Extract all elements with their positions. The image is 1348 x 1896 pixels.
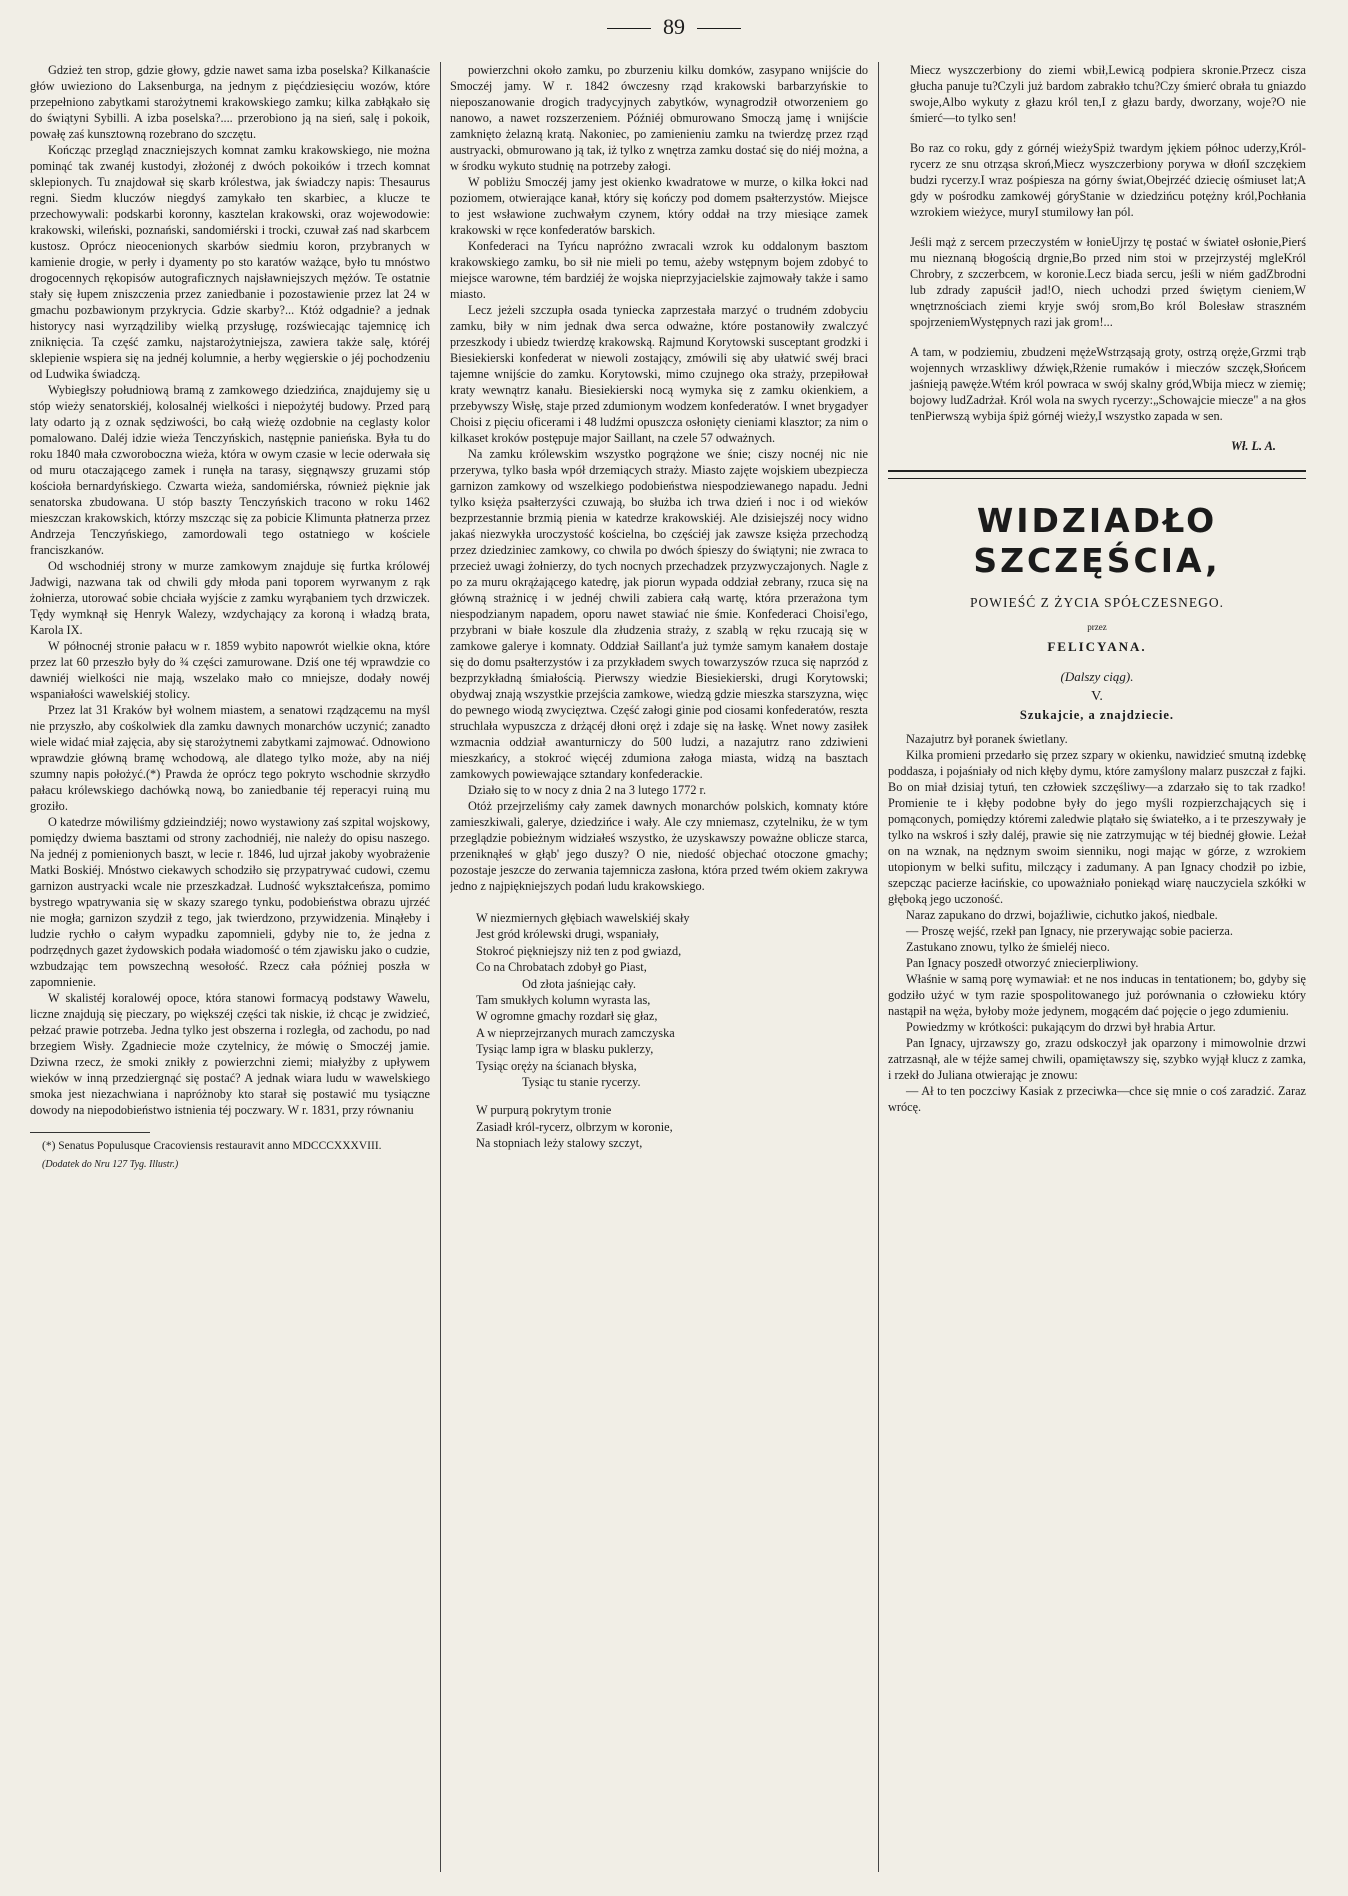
poem <box>476 910 868 1152</box>
poem-line: O, niech uchodzi przed świętym cieniem, <box>1051 283 1295 297</box>
poem-line: Ujrzy tę postać w świateł osłonie, <box>1111 235 1282 249</box>
paragraph: W północnéj stronie pałacu w r. 1859 wybito napowrót wielkie okna, które przez lat 60 przeszło były do ¾ części zamurowane. Dziś one téj wprawdzie co dawniéj wielkości nie mają, wszelako mało co mniejsze, dodały nowéj wspaniałości wawelskiéj stolicy. <box>30 639 430 701</box>
supplement-note: (Dodatek do Nru 127 Tyg. Illustr.) <box>42 1159 179 1170</box>
poem-line: A gdy w pośrodku zamkowéj góry <box>910 173 1306 203</box>
chapter-number: V. <box>1091 689 1103 704</box>
column-2 <box>450 62 868 1887</box>
poem-stanza <box>910 234 1306 330</box>
paragraph: Konfederaci na Tyńcu napróżno zwracali wzrok ku oddalonym basztom krakowskiego zamku, bo sił nie mieli po temu, ażeby wstępnym bojem zdobyć to miejsce warowne, tém bardziéj że wojska nieprzyjacielskie zajmowały także i samo miasto. <box>450 239 868 301</box>
paragraph: W pobliżu Smoczéj jamy jest okienko kwadratowe w murze, o kilka łokci nad poziomem, otwierające kanał, który się kończy pod domem psałterzystów. Miejsce to jest wsławione zuchwałym czynem, który oddał na trzy miesiące zamek krakowski w ręce konfederatów barskich. <box>450 175 868 237</box>
poem-line: Pierwszą wybija śpiż górnéj wieży, <box>925 409 1099 423</box>
poem-line: Albo wykuty z głazu król ten, <box>941 95 1102 109</box>
poem-line: Zbrodni lub zdrady zapuścił jad! <box>910 267 1306 297</box>
story-text <box>888 731 1306 1115</box>
poem-line: Wtém król powraca w swój skalny gród, <box>990 377 1192 391</box>
poem-stanza <box>910 344 1306 424</box>
column-3 <box>888 62 1306 1887</box>
paragraph: Pan Ignacy poszedł otworzyć zniecierpliwiony. <box>906 956 1139 970</box>
poem-line: Przecz cisza głucha panuje tu? <box>910 63 1306 93</box>
poem-line: W niezmiernych głębiach wawelskiéj skały <box>476 911 690 925</box>
paragraph: Działo się to w nocy z dnia 2 na 3 lutego 1772 r. <box>468 783 707 797</box>
paragraph: Gdzież ten strop, gdzie głowy, gdzie nawet sama izba poselska? Kilkanaście głów uwieziono do Laksenburga, na jednym z pięćdziesięciu wozów, które przepełniono zabytkami starożytnemi krakowskiego zamku; kilka zabłąkało się do świątyni Sybilli. A izba poselska?.... przerobiono ją na sień, salę i pokoik, powałę zaś kunsztowną rozebrano do szczętu. <box>30 63 430 141</box>
paragraph: Na zamku królewskim wszystko pogrążone we śnie; ciszy nocnéj nic nie przerywa, tylko basła wpół drzemiących straży. Miasto zajęte wojskiem ubezpiecza garnizon zamkowy od wszelkiego podobieństwa niespodziewanego napadu. Jedni tylko księża psałterzyści czuwają, bo służba ich trwa dzień i noc i od wieków bezprzestannie brzmią pienia w katedrze krakowskiéj. Ale dzisiejszéj nocy widno jakaś niezwykła uroczystość kościelna, bo częściéj jak zawsze księża przechodzą przez dziedziniec zamkowy, co chwila po dwóch śpieszy do świątyni; nie zwraca to przecież uwagi żołnierzy, do tych nocnych przechadzek przyzwyczajonych. Nagle z po za muru okrążającego katedrę, jak piorun wypada oddział zebrany, rzuca się na główną strażnicę i w jednéj chwili zabiera całą wartę, która przerażona tym niespodzianym napadem, oporu nawet stawiać nie śmie. Konfederaci Choisi'ego, przybrani w białe koszule dla złudzenia straży, z szablą w ręku rzucają się w zamkowe galerye i komnaty. Oddział Saillant'a już tymże samym kanałem dostaje się do domu psałterzystów i za przykładem swych towarzyszów rzuca się naprzód z bezprzykładną śmiałością. Pierwszy wiedzie Biesiekierski, drugi Korytowski; obydwaj znają wszystkie przejścia zamkowe, wiedzą gdzie mieszka starszyzna, więc do pewnego wiodą zwycięztwa. Część załogi ginie pod ciosami konfederatów, reszta struchlała wypuszcza z drżącéj dłoni oręż i zdaje się na łaskę. Wnet nowy zasiłek wzmacnia oddział awanturniczy do 500 ludzi, a nazajutrz rano zdziwieni mieszkańcy, a stokroć więcéj zdumiona załoga miasta, widzą na basztach zamkowych powiewające sztandary konfederackie. <box>450 447 868 781</box>
poem-line: Stokroć piękniejszy niż ten z pod gwiazd, <box>476 943 682 958</box>
poem-stanza <box>910 140 1306 220</box>
column-1-text <box>30 62 430 1118</box>
paragraph: Przez lat 31 Kraków był wolnem miastem, a senatowi rządzącemu na myśl nie przyszło, aby cośkolwiek dla zamku dawnych monarchów uczynić; zanadto wiele widać miał zajęcia, aby się starożytnemi zabytkami zajmować. Odnowiono wprawdzie główną bramę wchodową, ale dlatego tylko może, aby na niéj szumny napis położyć.(*) Prawda że oprócz tego pokryto wschodnie skrzydło pałacu królewskiego dachówką nową, bo zaniedbanie téj reperacyi ruiną mu groziło. <box>30 703 430 813</box>
story-subtitle: POWIEŚĆ Z ŻYCIA SPÓŁCZESNEGO. <box>969 595 1224 610</box>
poem-line: I wraz pośpiesza na górny świat, <box>980 173 1147 187</box>
poem-line: W wnętrznościach ziemi kryje swój srom, <box>910 283 1306 313</box>
footnote: (*) Senatus Populusque Cracoviensis restauravit anno MDCCCXXXVIII. <box>42 1140 382 1152</box>
paragraph: W skalistéj koralowéj opoce, która stanowi formacyą podstawy Wawelu, liczne znajdują się pieczary, po większéj części tak niskie, iż chcąc je zwidzieć, pełzać prawie potrzeba. Jedna tylko jest obszerna i rozległa, od zachodu, po nad brzegiem Wisły. Zgadniecie może czytelnicy, że mówię o Smoczéj jamie. Dziwna rzecz, że smoki znikły z powierzchni ziemi; miałyżby z upływem wieków w inną przedziergnąć się postać? A jednak wiara ludu w wawelskiego smoka jest niezachwiana i napróżnoby kto starał się postawić mu tysiączne dowody na niepodobieństwo istnienia téj poczwary. W r. 1831, przy równaniu <box>30 991 430 1117</box>
column-2-text <box>450 62 868 894</box>
poem-line: Król-rycerz ze snu otrząsa skroń, <box>910 141 1306 171</box>
poem-line: Lecz biada sercu, jeśli w niém gad <box>1087 267 1267 281</box>
poem-line: Miecz wyszczerbiony porywa w dłoń <box>1053 157 1246 171</box>
poem-line: Tysiąc tu stanie rycerzy. <box>522 1075 641 1090</box>
poem-line: Czyli już bardom zabrakło tchu? <box>997 79 1161 93</box>
poem-line: W ogromne gmachy rozdarł się głaz, <box>476 1009 658 1024</box>
poem-line: Od złota jaśniejąc cały. <box>522 976 636 991</box>
poem-line: Zasiadł król-rycerz, olbrzym w koronie, <box>476 1119 673 1134</box>
poem-line: Tysiąc oręży na ścianach błyska, <box>476 1058 637 1073</box>
poem-line: Król Chrobry, z szczerbcem, w koronie. <box>910 251 1306 281</box>
poem-line: „Schowajcie miecze" a na głos ten <box>910 393 1306 423</box>
column-divider <box>440 62 441 1872</box>
footnote-rule <box>30 1132 150 1133</box>
paragraph: O katedrze mówiliśmy gdzieindziéj; nowo wystawiony zaś szpital wojskowy, pomiędzy dwiema basztami od strony zachodniéj, nie należy do opisu naszego. Na jednéj z pomienionych baszt, w lecie r. 1846, lud ujrzał jakoby wyobrażenie Matki Boskiéj. Mnóstwo ciekawych schodziło się przypatrywać cudowi, czemu garnizon austryacki wcale nie przeszkadzał. Ludność wykształceńsza, pomimo bystrego wpatrywania się w skazy szarego tynku, podobieństwa obrazu ujrzéć nie mogła; garnizon szydził z tego, jak twierdzono, przywidzenia. Minąłeby i ludzie rychło o całym wypadku zapomnieli, gdyby nie to, że jedna z podrzędnych gazet żydowskich podała wiadomość o tém zjawisku jako o cudzie, wzbudzając tem powszechną wesołość. Rzecz cała później poszła w zapomnienie. <box>30 815 430 989</box>
chapter-title: Szukajcie, a znajdziecie. <box>1019 708 1175 722</box>
paragraph: Nazajutrz był poranek świetlany. <box>906 732 1068 746</box>
poem-line: Występnych razi jak grom!... <box>970 315 1113 329</box>
story-title: WIDZIADŁO SZCZĘŚCIA, <box>973 501 1221 580</box>
poem-line: Bo przed nim stoi w przejrzystéj mgle <box>1071 251 1284 265</box>
poem-line: Rżenie rumaków i mieczów szczęk, <box>1072 361 1263 375</box>
poem-line: Bo król Bolesław straszném spojrzeniem <box>910 299 1306 329</box>
paragraph: Zastukano znowu, tylko że śmieléj nieco. <box>906 940 1110 954</box>
paragraph: Właśnie w samą porę wymawiał: et ne nos inducas in tentationem; bo, gdyby się godziło użyć w tym razie spospolitowanego już porównania o człowieku który nastąpił na węża, byłoby może jedynem, mogącém dać pojęcie o jego zdumieniu. <box>888 972 1306 1018</box>
poem-line: Jest gród królewski drugi, wspaniały, <box>476 927 659 942</box>
poem-continuation <box>910 62 1306 424</box>
paragraph: Naraz zapukano do drzwi, bojaźliwie, cichutko jakoś, niedbale. <box>906 908 1218 922</box>
poem-line: O nie śmierć—to tylko sen! <box>910 95 1306 125</box>
paragraph: Od wschodniéj strony w murze zamkowym znajduje się furtka królowéj Jadwigi, nazwana tak od chwili gdy młoda pani toporem wyrwanym z rąk żołnierza, utorować sobie chciała wyjście z zamku wyrąbaniem tych drzwiczek. Tędy wymknął się Henryk Walezy, wzdychający za koroną i władzą brata, Karola IX. <box>30 559 430 637</box>
paragraph: Pan Ignacy, ujrzawszy go, zrazu odskoczył jak oparzony i mimowolnie drzwi zatrzasnął, ale w téjże samej chwili, opamiętawszy się, szybko wyjął klucz z zamka, i rzekł do Juliana otwierając je znowu: <box>888 1036 1306 1082</box>
paragraph: Lecz jeżeli szczupła osada tyniecka zaprzestała marzyć o trudném zdobyciu zamku, biły w nim jednak dwa serca odważne, które postanowiły zwalczyć przeszkody i ubiedz twierdzę krakowską. Rajmund Korytowski susceptant grodzki i Biesiekierski konfederat w niewoli zostający, zmówili się aby ułatwić swéj braci tajemne wnijście do zamku. Korytowski, mimo czujnego oka straży, przepiłował kraty wewnątrz kanału. Biesiekierski nocą wymyka się z zamku okienkiem, a przebywszy Wisłę, staje przed zdumionym wodzem konfederatów. I wnet brygadyer Choisi z pięciu oficerami i 48 ludźmi opuszcza osłonięty cieniami klasztor; za nim o kilkaset kroków postępuje major Saillant, na czele 57 odważnych. <box>450 303 868 445</box>
paragraph: — Proszę wejść, rzekł pan Ignacy, nie przerywając sobie pacierza. <box>906 924 1233 938</box>
poem-line: Bo raz co roku, gdy z górnéj wieży <box>910 141 1093 155</box>
poem-stanza <box>910 62 1306 126</box>
poem-line: Obejrzéć dziecię ośmiuset lat; <box>1146 173 1298 187</box>
poem-line: Spiż twardym jękiem północ uderzy, <box>1092 141 1280 155</box>
poem-line: Tam smukłych kolumn wyrasta las, <box>476 993 651 1008</box>
column-1 <box>30 62 430 1887</box>
poem-line: I stumilowy łan pól. <box>1034 205 1134 219</box>
poem-line: Pierś mu nieznaną błogością drgnie, <box>910 235 1306 265</box>
poem-line: Wstrząsają groty, ostrzą oręże, <box>1096 345 1251 359</box>
poem-line: A tam, w podziemiu, zbudzeni męże <box>910 345 1097 359</box>
poem-line: Co na Chrobatach zdobył go Piast, <box>476 960 647 975</box>
paragraph: — Ał to ten poczciwy Kasiak z przeciwka—chce się mnie o coś zaradzić. Zaraz wrócę. <box>888 1084 1306 1114</box>
header-dash-right <box>697 28 741 29</box>
story-author: FELICYANA. <box>1047 639 1147 654</box>
paragraph: powierzchni około zamku, po zburzeniu kilku domków, zasypano wnijście do Smoczéj jamy. W r. 1842 ówczesny rząd krakowski barbarzyńskie to nieposzanowanie drogich tradycyjnych zabytków, wynagrodził otworzeniem go nanowo, a nawet rozszerzeniem. Późniéj obmurowano Smoczą jamę i wnijście zamknięto żelazną kratą. Nakoniec, po zamienieniu zamku na twierdzę przez rząd austryacki, obmurowano ją tak, iż tylko z wnętrza zamku dostać się do niéj można, a w środku wykuto studnię na potrzeby załogi. <box>450 63 868 173</box>
paragraph: Kończąc przegląd znaczniejszych komnat zamku krakowskiego, nie można pominąć tak zwanéj kustodyi, złożonéj z dwóch pokoików i trzech komnat sklepionych. Tu znajdował się skarb królestwa, jak świadczy napis: Thesaurus regni. Siedm kluczów niegdyś zamykało ten skarbiec, a klucze te przechowywali: podskarbi koronny, kasztelan krakowski, oraz wojewodowie: krakowski, wileński, poznański, sandomiérski i trocki, czuwał zaś nad skarbcem kustosz. Oprócz nieocenionych skarbów siedmiu koron, przybranych w kamienie drogie, w perły i dyamenty po sto karatów ważące, było tu mnóstwo drogocennych rękopisów autograficznych najsławniejszych mężów. Te ostatnie stały się łupem zniszczenia przez zaniedbanie i pozostawienie przez lat 24 w gmachu pozbawionym przykrycia. Gdzie skarby?... Któż odgadnie? a jednak historycy nasi wyrządziliby wielką przysługę, rozświecając tajemnicę ich zniknięcia. Ta część zamku, najstarożytniejsza, zawiera także salę, któréj sklepienie wspiera się na jednéj kolumnie, a herby węgierskie o jéj pochodzeniu od Ludwika świadczą. <box>30 143 430 381</box>
poem-line: Tysiąc lamp igra w blasku puklerzy, <box>476 1042 654 1057</box>
poem-line: Czy śmierć obrała tu gniazdo swoje, <box>910 79 1306 109</box>
poem-line: Stanie w dziedzińcu potężny król, <box>1079 189 1258 203</box>
story-continued-note: (Dalszy ciąg). <box>1060 669 1134 684</box>
poem-line: W purpurą pokrytym tronie <box>476 1103 612 1118</box>
poem-line: Wbija miecz w ziemię; bojowy lud <box>910 377 1306 407</box>
poem-line: Zadrżał. Król wola na swych rycerzy: <box>965 393 1154 407</box>
poem-line: A w nieprzejrzanych murach zamczyska <box>476 1025 675 1040</box>
header-dash-left <box>607 28 651 29</box>
paragraph: Wybiegłszy południową bramą z zamkowego dziedzińca, znajdujemy się u stóp wieży senatorskiéj, kolosalnéj wielkości i niepożytéj budowy. Przed parą laty odarto ją z oznak sędziwości, bo całą wieżę ozdobnie na ceglasty kolor pomalowano. Daléj idzie wieża Tenczyńskich, następnie panieńska. Była tu do roku 1840 mała czworoboczna wieża, która w owym czasie w lecie oderwała się od muru otaczającego zamek i runęła na tarasy, sięgnąwszy gruzami stóp kościoła bernardyńskiego. Czwarta wieża, sandomiérska, również pięknie jak senatorska zbudowana. U stóp baszty Tenczyńskich tracono w roku 1462 mieszczan krakowskich, którzy mszcząc się za pobicie Klimunta płatnerza przez Andrzeja Tenczyńskiego, zamordowali tego ostatniego w kościele franciszkanów. <box>30 383 430 557</box>
poem-line: I wszystko zapada w sen. <box>1098 409 1223 423</box>
column-divider <box>878 62 879 1872</box>
page-number-header <box>0 14 1348 40</box>
poem-line: Miecz wyszczerbiony do ziemi wbił, <box>910 63 1109 77</box>
paragraph: Otóż przejrzeliśmy cały zamek dawnych monarchów polskich, komnaty które zamieszkiwali, galerye, dziedzińce i wały. Ale czy mniemasz, czytelniku, że w tym przeglądzie pobieżnym widziałeś wszystko, że uzyskawszy poważne oblicze starca, przeniknąłeś w głąb' jego duszy? O nie, niedość objechać otoczone gmachy; pozostaje jeszcze do zerwania tajemnicza zasłona, która przed twém okiem zakrywa jedno z najpiękniejszych podań ludu krakowskiego. <box>450 799 868 893</box>
section-rule <box>888 478 1306 479</box>
poem-line: Grzmi trąb wojennych wrzaskliwy dźwięk, <box>910 345 1306 375</box>
section-rule <box>888 470 1306 472</box>
poem-line: I z głazu bardy, dworzany, woje? <box>1101 95 1277 109</box>
poem-line: Na stopniach leży stalowy szczyt, <box>476 1136 643 1151</box>
paragraph: Powiedzmy w krótkości: pukającym do drzwi był hrabia Artur. <box>906 1020 1216 1034</box>
poem-line: Jeśli mąż z sercem przeczystém w łonie <box>910 235 1112 249</box>
poem-line: Lewicą podpiera skronie. <box>1108 63 1242 77</box>
poem-signature: Wł. L. A. <box>1231 439 1276 453</box>
poem-line: Słońcem jaśnieją pawęże. <box>910 361 1306 391</box>
poem-line: Pochłania wzrokiem wieżyce, mury <box>910 189 1306 219</box>
paragraph: Kilka promieni przedarło się przez szpary w okienku, nawidzieć smutną izdebkę poddasza, i pojaśniały od nich kłęby dymu, które zamyślony malarz puszczał z fajki. Bo on miał dzisiaj tytuń, ten człowiek szczęśliwy—a zdarzało się to tak rzadko! Promienie te i kłęby podobne były do jego myśli rozpierzchających się i pomąconych, pomiędzy któremi zaledwie plątało się światełko, a i te przeszywały je tylko na wskroś i szły daléj, prawie się nie zatrzymując w téj biednéj głowie. Leżał on na wznak, na nędznym swoim sienniku, nogi mając w górze, z wzrokiem utopionym w belki sufitu, milczący i zadumany. A pan Ignacy chodził po izbie, szepcząc pacierze łacińskie, co upoważniało poniekąd wiarę nauczyciela szkółki w głęboką jego uczoność. <box>888 748 1306 906</box>
page-number: 89 <box>663 14 685 39</box>
poem-line: I szczękiem budzi rycerzy. <box>910 157 1306 187</box>
story-by: przez <box>1087 622 1107 632</box>
